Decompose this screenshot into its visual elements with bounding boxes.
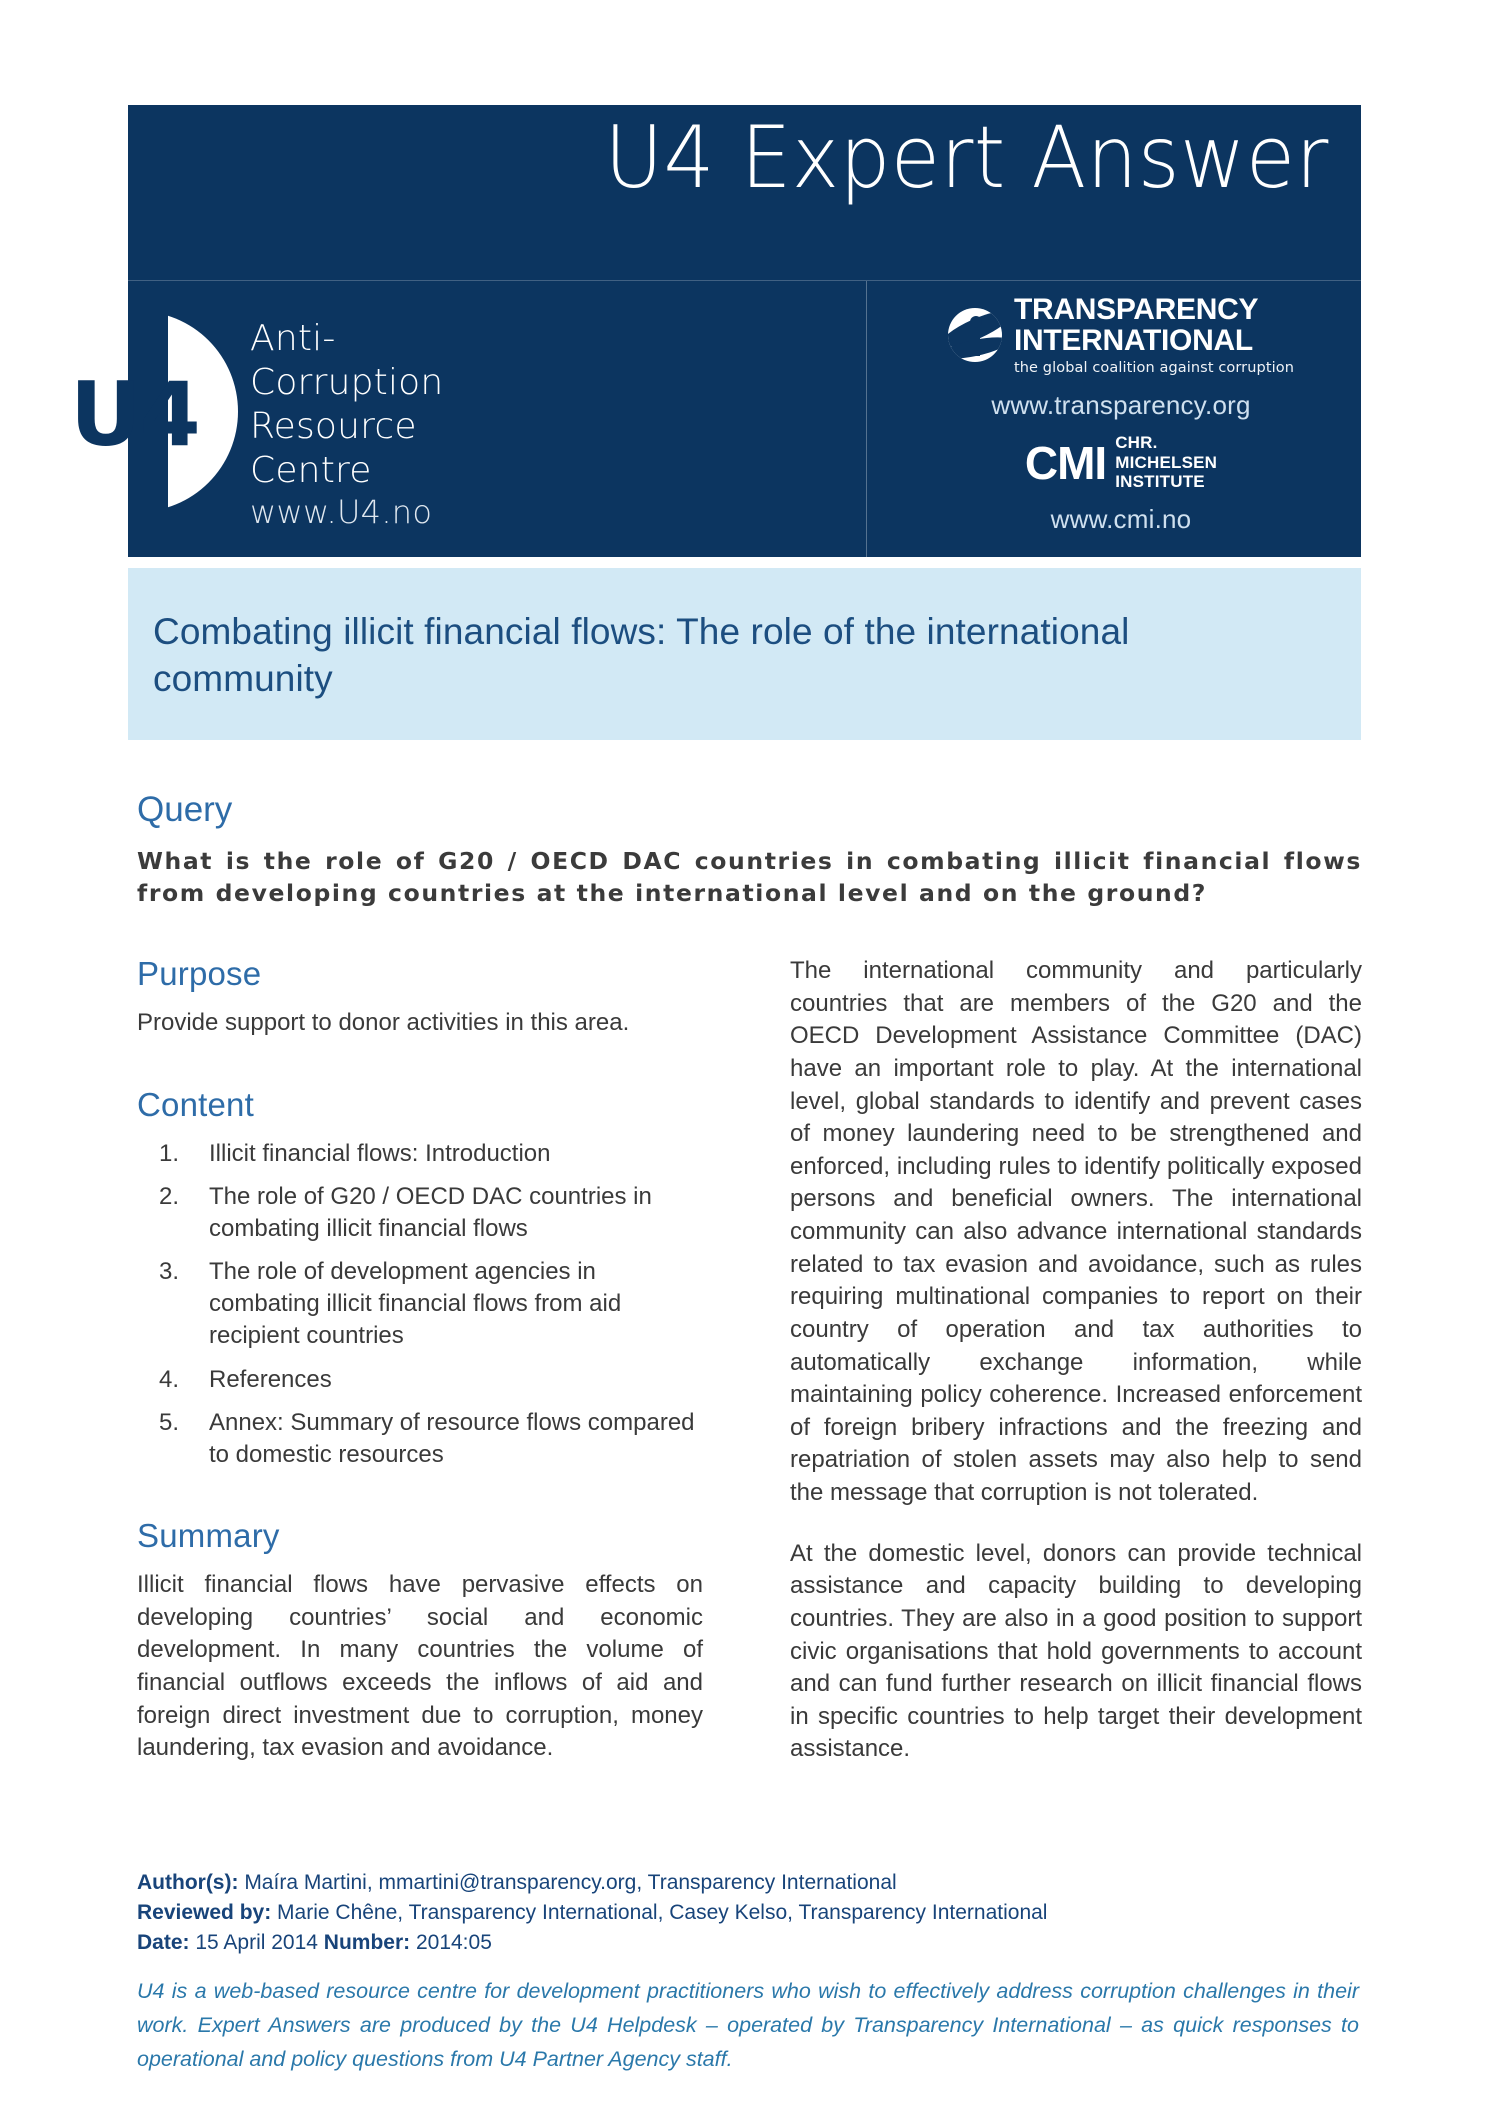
title-banner bbox=[128, 568, 1361, 740]
purpose-text: Provide support to donor activities in this area. bbox=[137, 1009, 630, 1036]
u4-logo-wordmark bbox=[250, 311, 443, 532]
reviewed-label: Reviewed by: bbox=[137, 1900, 272, 1924]
footer-metadata bbox=[137, 1868, 1357, 1957]
list-item[interactable]: Illicit financial flows: Introduction bbox=[209, 1139, 551, 1167]
cmi-sub-line-1: CHR. bbox=[1115, 433, 1158, 452]
date-number-line bbox=[137, 1928, 1357, 1958]
brand-title: U4 Expert Answer bbox=[604, 108, 1329, 208]
list-item[interactable]: The role of G20 / OECD DAC countries in combating illicit financial flows bbox=[209, 1182, 652, 1242]
reviewed-by-line bbox=[137, 1898, 1357, 1928]
content-heading: Content bbox=[137, 1085, 254, 1123]
u4-mark-label: U4 bbox=[70, 363, 199, 466]
summary-heading: Summary bbox=[137, 1517, 280, 1555]
ti-person-body bbox=[973, 330, 980, 356]
summary-paragraph-right-2: At the domestic level, donors can provide technical assistance and capacity building to developing countries. They are also in a good position to support civic organisations that hold governments to account and can fund further research on illicit financial flows in specific countries to help target their development assistance. bbox=[790, 1539, 1362, 1763]
u4-logo-line-2: Corruption bbox=[250, 361, 444, 403]
u4-logo-mark-icon bbox=[70, 311, 238, 512]
transparency-international-logo bbox=[906, 295, 1336, 421]
authors-label: Author(s): bbox=[137, 1871, 239, 1894]
query-text: What is the role of G20 / OECD DAC countries in combating illicit financial flows from developing countries at the international level and on the ground? bbox=[137, 847, 1362, 908]
u4-logo-line-3: Resource bbox=[250, 405, 417, 447]
document-header bbox=[70, 105, 1361, 557]
content-list bbox=[137, 1138, 703, 1471]
number-value: 2014:05 bbox=[410, 1930, 492, 1954]
date-value: 15 April 2014 bbox=[189, 1930, 324, 1954]
list-item[interactable]: References bbox=[209, 1365, 332, 1393]
cmi-url[interactable]: www.cmi.no bbox=[1050, 504, 1192, 535]
ti-globe-person-icon bbox=[948, 308, 1002, 362]
u4-logo bbox=[70, 311, 444, 532]
header-logos-row bbox=[70, 281, 1361, 557]
summary-paragraph-left: Illicit financial flows have pervasive effects on developing countries’ social and economic development. In many countries the volume of financial outflows exceeds the inflows of aid and foreign direct investment due to corruption, money laundering, tax evasion and avoidance. bbox=[137, 1571, 703, 1762]
cmi-wordmark bbox=[1115, 433, 1217, 492]
purpose-heading: Purpose bbox=[137, 955, 262, 992]
page-title: Combating illicit financial flows: The role of the international community bbox=[153, 611, 1130, 700]
left-column bbox=[137, 955, 703, 1793]
cmi-logo bbox=[906, 433, 1336, 535]
right-column bbox=[790, 955, 1362, 1794]
authors-line bbox=[137, 1868, 1357, 1898]
list-item[interactable]: The role of development agencies in combating illicit financial flows from aid recipient countries bbox=[209, 1258, 622, 1350]
summary-paragraph-right-1: The international community and particularly countries that are members of the G20 and the OECD Development Assistance Committee (DAC) have an important role to play. At the international level, global standards to identify and prevent cases of money laundering need to be strengthened and enforced, including rules to identify politically exposed persons and beneficial owners. The international community can also advance international standards related to tax evasion and avoidance, such as rules requiring multinational companies to report on their country of operation and tax authorities to automatically exchange information, while maintaining policy coherence. Increased enforcement of foreign bribery infractions and the freezing and repatriation of stolen assets may also help to send the message that corruption is not tolerated. bbox=[790, 957, 1362, 1506]
ti-name-line-1: TRANSPARENCY bbox=[1013, 293, 1259, 326]
ti-name-line-2: INTERNATIONAL bbox=[1013, 324, 1253, 357]
cmi-logo-row bbox=[906, 433, 1336, 492]
date-label: Date: bbox=[137, 1930, 190, 1954]
ti-tagline: the global coalition against corruption bbox=[1013, 360, 1295, 376]
number-label: Number: bbox=[323, 1930, 411, 1954]
ti-url[interactable]: www.transparency.org bbox=[991, 389, 1251, 420]
cmi-sub-line-2: MICHELSEN bbox=[1115, 452, 1218, 472]
u4-logo-url[interactable]: www.U4.no bbox=[250, 492, 433, 531]
authors-value: Maíra Martini, mmartini@transparency.org, Transparency International bbox=[238, 1871, 897, 1894]
u4-logo-line-4: Centre bbox=[250, 449, 372, 491]
ti-logo-row bbox=[906, 295, 1336, 376]
u4-logo-line-1: Anti- bbox=[250, 318, 336, 359]
query-heading: Query bbox=[137, 790, 233, 829]
header-title-zone bbox=[128, 105, 1361, 280]
cmi-sub-line-3: INSTITUTE bbox=[1115, 472, 1205, 492]
list-item[interactable]: Annex: Summary of resource flows compared to domestic resources bbox=[209, 1408, 695, 1468]
reviewed-value: Marie Chêne, Transparency International, Casey Kelso, Transparency International bbox=[271, 1900, 1048, 1924]
cmi-mark-label: CMI bbox=[1024, 436, 1107, 489]
footer-disclaimer: U4 is a web-based resource centre for development practitioners who wish to effectively address corruption challenges in their work. Expert Answers are produced by the U4 Helpdesk – operated by Transparency International – as quick responses to operational and policy questions from U4 Partner Agency staff. bbox=[137, 1979, 1359, 2071]
ti-wordmark bbox=[1014, 295, 1294, 376]
